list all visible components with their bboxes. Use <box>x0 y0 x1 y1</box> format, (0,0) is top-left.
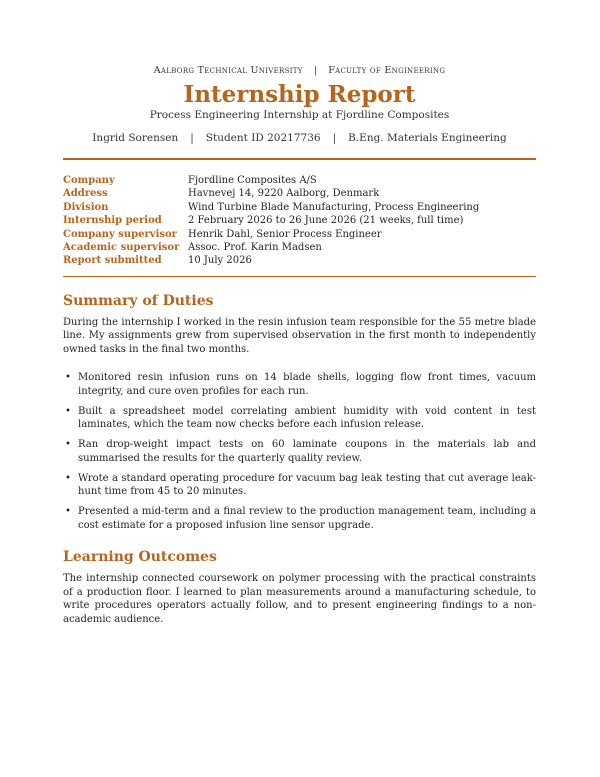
duty-item <box>63 472 536 499</box>
report-title: Internship Report <box>183 81 416 108</box>
detail-value: Henrik Dahl, Senior Process Engineer <box>188 228 382 240</box>
detail-row <box>63 187 479 200</box>
duty-text: Built a spreadsheet model correlating ambient humidity with void content in test laminates, which the team now checks before each infusion release. <box>78 405 536 431</box>
duty-text: Ran drop-weight impact tests on 60 laminate coupons in the materials lab and summarised the results for the quarterly quality review. <box>78 439 536 464</box>
bullet-icon: • <box>65 472 71 484</box>
detail-label: Company supervisor <box>63 228 177 240</box>
detail-value: Wind Turbine Blade Manufacturing, Process Engineering <box>188 201 480 213</box>
duty-item <box>63 438 536 465</box>
detail-row <box>63 214 479 227</box>
institution-line: Aalborg Technical University | Faculty of Engineering <box>153 65 446 76</box>
detail-value: 10 July 2026 <box>188 255 252 267</box>
detail-value: Fjordline Composites A/S <box>188 175 317 186</box>
faculty-name: Faculty of Engineering <box>328 65 446 76</box>
detail-label: Academic supervisor <box>63 242 180 254</box>
duty-text: Wrote a standard operating procedure for vacuum bag leak testing that cut average leak-hunt time from 45 to 20 minutes. <box>78 472 536 498</box>
duties-list <box>63 371 536 532</box>
internship-details-table <box>63 174 479 268</box>
detail-label: Company <box>63 175 115 186</box>
report-subtitle: Process Engineering Internship at Fjordline Composites <box>149 109 450 121</box>
detail-label: Division <box>63 201 109 213</box>
bullet-icon: • <box>65 372 71 384</box>
duty-item <box>63 405 536 432</box>
bullet-icon: • <box>65 405 71 417</box>
learning-heading: Learning Outcomes <box>63 549 217 566</box>
duty-text: Presented a mid-term and a final review to the production management team, including a cost estimate for a proposed infusion line sensor upgrade. <box>78 506 536 531</box>
university-name: Aalborg Technical University <box>153 65 303 76</box>
bullet-icon: • <box>65 506 71 518</box>
author-line: Ingrid Sorensen | Student ID 20217736 | B.Eng. Materials Engineering <box>92 132 507 144</box>
student-id: Student ID 20217736 <box>205 132 321 144</box>
duty-item <box>63 505 536 532</box>
duty-text: Monitored resin infusion runs on 14 blade shells, logging flow front times, vacuum integrity, and cure oven profiles for each run. <box>78 372 536 397</box>
detail-row <box>63 201 479 214</box>
detail-row <box>63 254 479 267</box>
duty-item <box>63 371 536 398</box>
degree-programme: B.Eng. Materials Engineering <box>348 132 507 144</box>
detail-value: Havnevej 14, 9220 Aalborg, Denmark <box>188 188 380 200</box>
detail-value: Assoc. Prof. Karin Madsen <box>188 242 322 254</box>
detail-row <box>63 241 479 254</box>
header-divider <box>63 158 536 160</box>
detail-value: 2 February 2026 to 26 June 2026 (21 weeks, full time) <box>188 215 464 227</box>
bullet-icon: • <box>65 439 71 451</box>
detail-label: Report submitted <box>63 255 162 267</box>
author-name: Ingrid Sorensen <box>92 132 179 144</box>
detail-row <box>63 174 479 187</box>
detail-label: Internship period <box>63 215 162 227</box>
summary-heading: Summary of Duties <box>63 292 214 309</box>
detail-label: Address <box>63 188 108 200</box>
report-page <box>63 60 536 626</box>
summary-intro: During the internship I worked in the resin infusion team responsible for the 55 metre blade line. My assignments grew from supervised observation in the first month to independently owned tasks in the final two months. <box>63 316 536 355</box>
details-divider <box>63 276 536 277</box>
detail-row <box>63 228 479 241</box>
learning-text: The internship connected coursework on polymer processing with the practical constraints of a production floor. I learned to plan measurements around a manufacturing schedule, to write procedures operators actually follow, and to present engineering findings to a non-academic audience. <box>63 573 536 625</box>
